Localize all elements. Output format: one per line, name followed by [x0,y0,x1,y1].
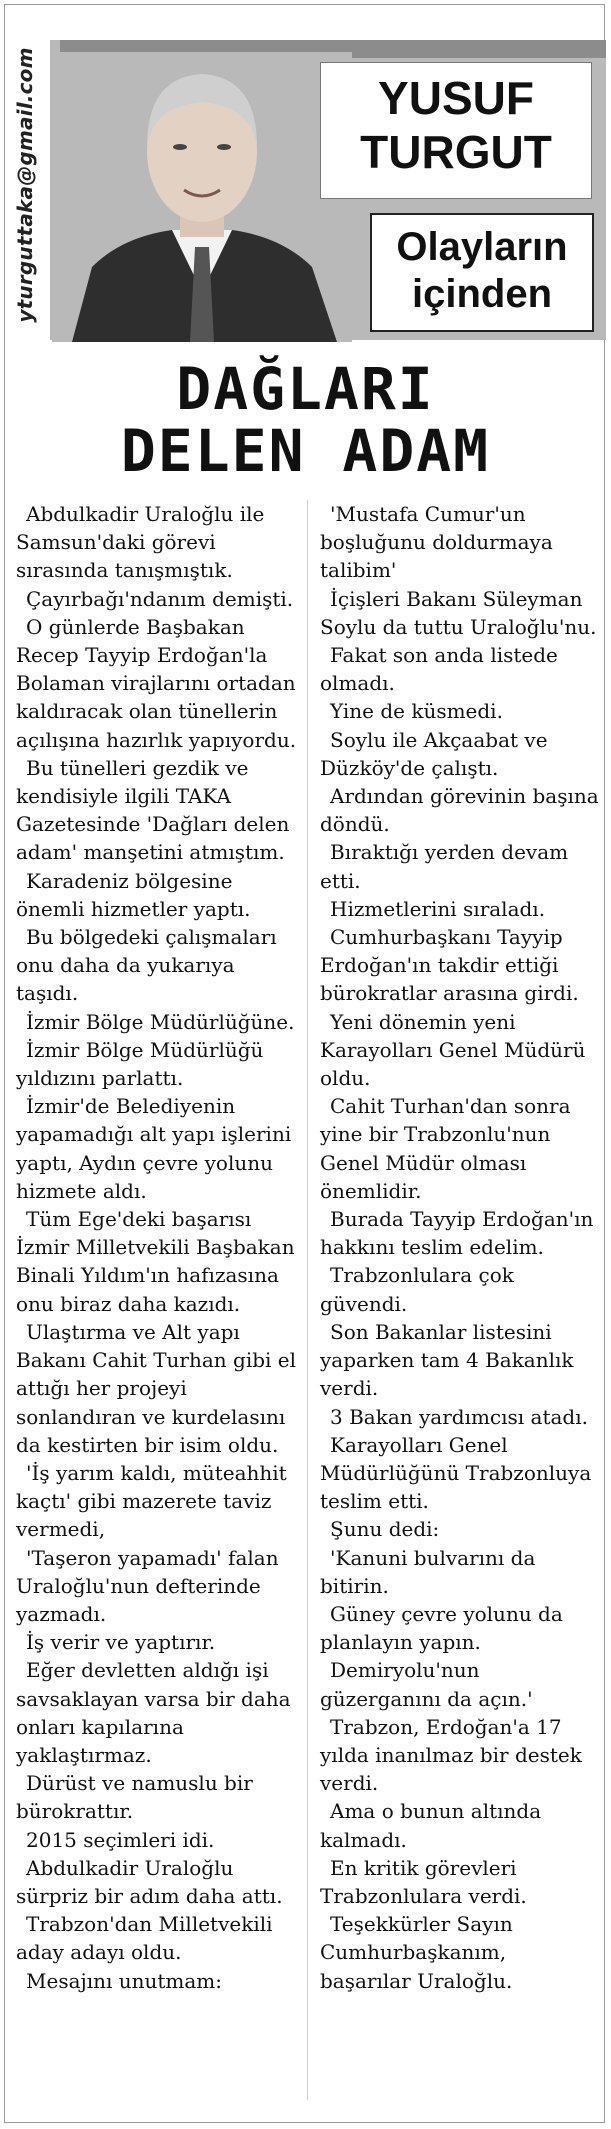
paragraph: Karayolları Genel Müdürlüğünü Trabzonluya teslim etti. [320,1432,592,1514]
headline-line2: DELEN ADAM [120,417,491,485]
paragraph: Abdulkadir Uraloğlu sürpriz bir adım daha attı. [16,1855,283,1908]
paragraph: İzmir Bölge Müdürlüğü yıldızını parlattı. [16,1037,264,1091]
paragraph: İçişleri Bakanı Süleyman Soylu da tuttu Uraloğlu'nu. [320,586,597,639]
paragraph: Yeni dönemin yeni Karayolları Genel Müdürü oldu. [320,1009,586,1091]
paragraph: Bu bölgedeki çalışmaları onu daha da yukarıya taşıdı. [16,925,277,1006]
paragraph: Yine de küsmedi. [330,699,503,724]
paragraph: Mesajını unutmam: [26,1968,223,1993]
column-name-line2: içinden [411,272,553,316]
column-header [0,0,611,345]
paragraph: İzmir'de Belediyenin yapamadığı alt yapı işlerini yaptı, Aydın çevre yolunu hizmete aldı. [16,1094,292,1203]
paragraph: Çayırbağı'ndanım demişti. [26,586,294,611]
paragraph: Teşekkürler Sayın Cumhurbaşkanım, başarılar Uraloğlu. [320,1912,513,1993]
paragraph: İzmir Bölge Müdürlüğüne. [26,1009,295,1034]
paragraph: Trabzon, Erdoğan'a 17 yılda inanılmaz bir destek verdi. [320,1714,582,1796]
paragraph: İş verir ve yaptırır. [26,1630,216,1655]
author-email-text: yturguttaka@gmail.com [13,47,37,323]
paragraph: Soylu ile Akçaabat ve Düzköy'de çalıştı. [320,727,548,780]
paragraph: Trabzon'dan Milletvekili aday adayı oldu. [16,1912,273,1965]
paragraph: Dürüst ve namuslu bir bürokrattır. [16,1771,253,1824]
paragraph: Bıraktığı yerden devam etti. [320,840,569,893]
author-email[interactable] [8,30,42,340]
paragraph: 'İş yarım kaldı, müteahhit kaçtı' gibi mazerete taviz vermedi, [16,1460,287,1542]
paragraph: O günlerde Başbakan Recep Tayyip Erdoğan'la Bolaman virajlarını ortadan kaldıracak olan tünellerin açılışına hazırlık yapıyordu. [16,614,297,752]
paragraph: Fakat son anda listede olmadı. [320,643,558,696]
author-name-box [320,62,592,199]
paragraph: Ama o bunun altında kalmadı. [320,1799,542,1852]
paragraph: Cahit Turhan'dan sonra yine bir Trabzonlu'nun Genel Müdür olması önemlidir. [320,1094,571,1203]
article-column-left [16,500,298,1995]
paragraph: Bu tünelleri gezdik ve kendisiyle ilgili TAKA Gazetesinde 'Dağları delen adam' manşetini atmıştım. [16,755,290,865]
column-name-line1: Olayların [396,225,568,269]
paragraph: Şunu dedi: [330,1517,440,1542]
paragraph: Ulaştırma ve Alt yapı Bakanı Cahit Turhan gibi el attığı her projeyi sonlandıran ve kurdelasını da kestirten bir isim oldu. [16,1319,297,1457]
paragraph: 2015 seçimleri idi. [26,1827,215,1852]
headline-line1: DAĞLARI [176,355,435,423]
paragraph: Demiryolu'nun güzerganını da açın.' [320,1658,533,1711]
paragraph: Ardından görevinin başına döndü. [320,784,599,837]
author-first-name: YUSUF [378,72,534,124]
paragraph: Son Bakanlar listesini yaparken tam 4 Bakanlık verdi. [320,1319,574,1401]
column-divider [307,500,308,2100]
paragraph: Tüm Ege'deki başarısı İzmir Milletvekili Başbakan Binali Yıldım'ın hafızasına onu biraz daha kazıdı. [16,1207,295,1316]
article-column-right [320,500,602,1995]
paragraph: Hizmetlerini sıraladı. [330,896,546,921]
paragraph: Burada Tayyip Erdoğan'ın hakkını teslim edelim. [320,1207,594,1260]
paragraph: Karadeniz bölgesine önemli hizmetler yaptı. [16,868,251,921]
column-name-box [370,213,594,332]
paragraph: 'Kanuni bulvarını da bitirin. [320,1545,536,1598]
author-photo [52,52,352,342]
paragraph: Trabzonlulara çok güvendi. [320,1263,514,1316]
paragraph: Cumhurbaşkanı Tayyip Erdoğan'ın takdir ettiği bürokratlar arasına girdi. [320,925,579,1006]
paragraph: Güney çevre yolunu da planlayın yapın. [320,1601,563,1655]
article-headline [0,355,611,485]
paragraph: Eğer devletten aldığı işi savsaklayan varsa bir daha onları kapılarına yaklaştırmaz. [16,1658,291,1767]
paragraph: 3 Bakan yardımcısı atadı. [330,1404,588,1429]
author-last-name: TURGUT [360,126,552,178]
paragraph: 'Taşeron yapamadı' falan Uraloğlu'nun defterinde yazmadı. [16,1545,279,1626]
paragraph: Abdulkadir Uraloğlu ile Samsun'daki görevi sırasında tanışmıştık. [16,502,265,583]
paragraph: En kritik görevleri Trabzonlulara verdi. [320,1855,527,1908]
paragraph: 'Mustafa Cumur'un boşluğunu doldurmaya talibim' [320,502,553,583]
